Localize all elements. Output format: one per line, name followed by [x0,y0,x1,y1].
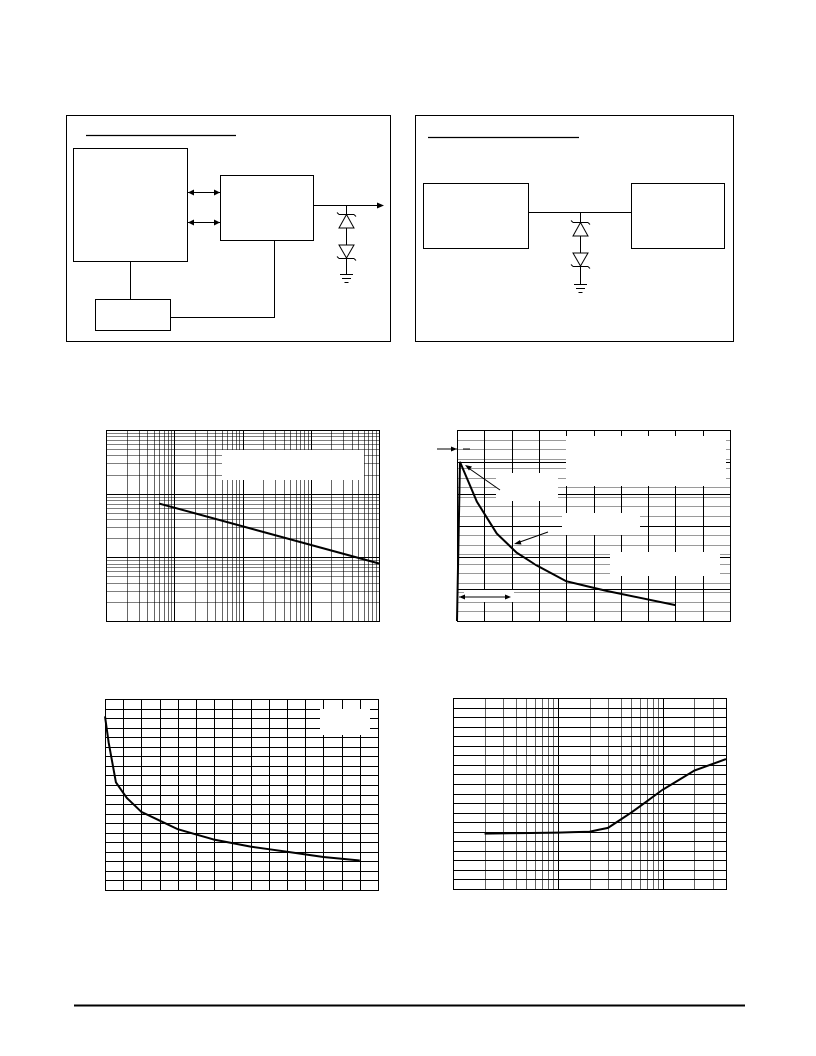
ground-symbol-2 [574,285,587,293]
chart-3 [105,699,379,891]
chart-2 [437,430,731,622]
annotation-arrow [517,532,548,543]
diagram-right-frame [416,116,734,342]
diagram-right [416,116,734,342]
label-box [562,513,640,535]
label-box [222,450,364,480]
diagram-left [67,116,391,342]
wire-supply-interface [171,241,275,318]
block-right [632,184,725,249]
series-line [159,504,379,564]
block-left [424,184,529,249]
block-interface [221,176,314,241]
label-box [610,552,720,576]
block-supply [96,300,171,331]
block-processor [74,149,188,262]
chart-4 [453,698,727,890]
label-box [566,436,726,486]
output-arrow [377,203,384,209]
chart-1 [106,430,380,622]
label-box [496,473,558,501]
ground-symbol [340,275,353,283]
annotation-arrowhead [514,540,522,545]
label-box [320,709,370,735]
annotation-arrowhead [451,447,457,452]
